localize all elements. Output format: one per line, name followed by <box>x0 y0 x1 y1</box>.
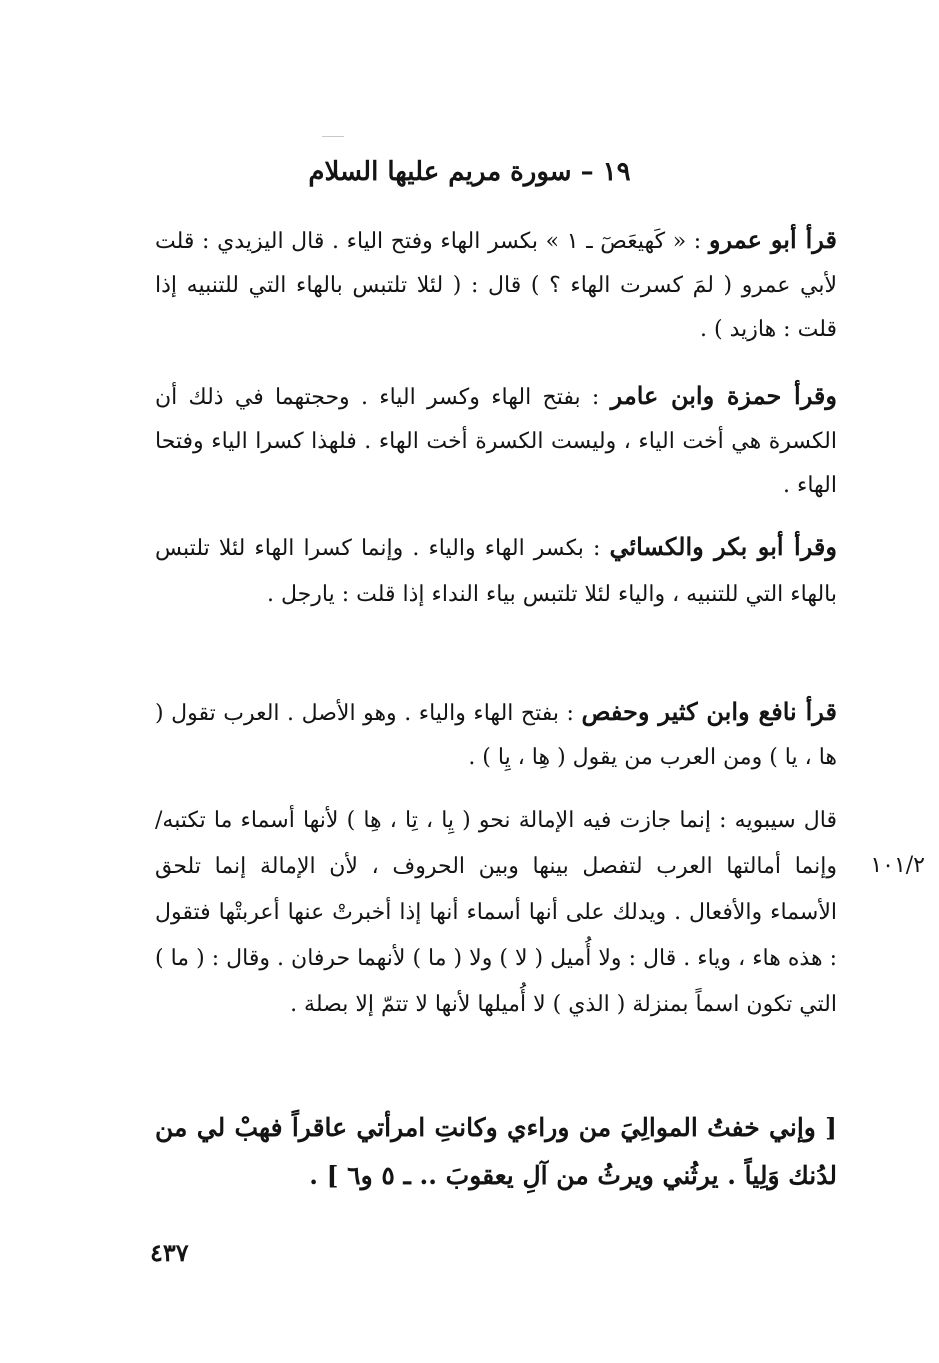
margin-reference: ١٠١/٢ <box>870 853 925 878</box>
surah-title: ١٩ – سورة مريم عليها السلام <box>308 157 631 187</box>
reader-name: قرأ أبو عمرو <box>708 225 837 254</box>
paragraph-text: : بفتح الهاء والياء . وهو الأصل . العرب تقول ( ها ، يا ) ومن العرب من يقول ( هِا ، يِا ) . <box>155 701 837 770</box>
reader-name: وقرأ أبو بكر والكسائي <box>609 532 837 561</box>
paragraph-text: : بكسر الهاء والياء . وإنما كسرا الهاء لئلا تلتبس بالهاء التي للتنبيه ، والياء لئلا تلتبس بياء النداء إذا قلت : يارجل . <box>155 536 837 607</box>
paragraph-1 <box>155 218 837 352</box>
faint-rule-mark <box>322 136 344 137</box>
paragraph-text: : بفتح الهاء وكسر الياء . وحجتهما في ذلك أن الكسرة هي أخت الياء ، وليست الكسرة أخت الهاء . فلهذا كسرا الياء وفتحا الهاء . <box>155 385 837 498</box>
paragraph-4 <box>155 690 837 780</box>
paragraph-3 <box>155 524 837 618</box>
quran-verse: [ وإني خفتُ الموالِيَ من وراءي وكانتِ امرأتي عاقراً فهبْ لي من لدُنك وَلِياً . يرثُني ويرثُ من آلِ يعقوبَ .. ـ ٥ و٦ ] . <box>155 1113 837 1190</box>
page-number: ٤٣٧ <box>150 1238 189 1267</box>
reader-name: وقرأ حمزة وابن عامر <box>610 381 837 410</box>
paragraph-text: قال سيبويه : إنما جازت فيه الإمالة نحو ( يِا ، تِا ، هِا ) لأنها أسماء ما تكتبه/وإنما أمالتها العرب لتفصل بينها وبين الحروف ، لأن الإمالة إنما تلحق الأسماء والأفعال . ويدلك على أنها أسماء أنها إذا أخبرتْ عنها أعربتْها فتقول : هذه هاء ، وياء . قال : ولا أُميل ( لا ) ولا ( ما ) لأنهما حرفان . وقال : ( ما ) التي تكون اسماً بمنزلة ( الذي ) لا أُميلها لأنها لا تتمّ إلا بصلة . <box>155 808 837 1017</box>
reader-name: قرأ نافع وابن كثير وحفص <box>581 697 837 726</box>
paragraph-text: : « كَهيعَصٓ ـ ١ » بكسر الهاء وفتح الياء . قال اليزيدي : قلت لأبي عمرو ( لمَ كسرت الهاء ؟ ) قال : ( لئلا تلتبس بالهاء التي للتنبيه إذا قلت : هازيد ) . <box>155 229 837 342</box>
paragraph-5 <box>155 798 837 1028</box>
paragraph-2 <box>155 374 837 508</box>
